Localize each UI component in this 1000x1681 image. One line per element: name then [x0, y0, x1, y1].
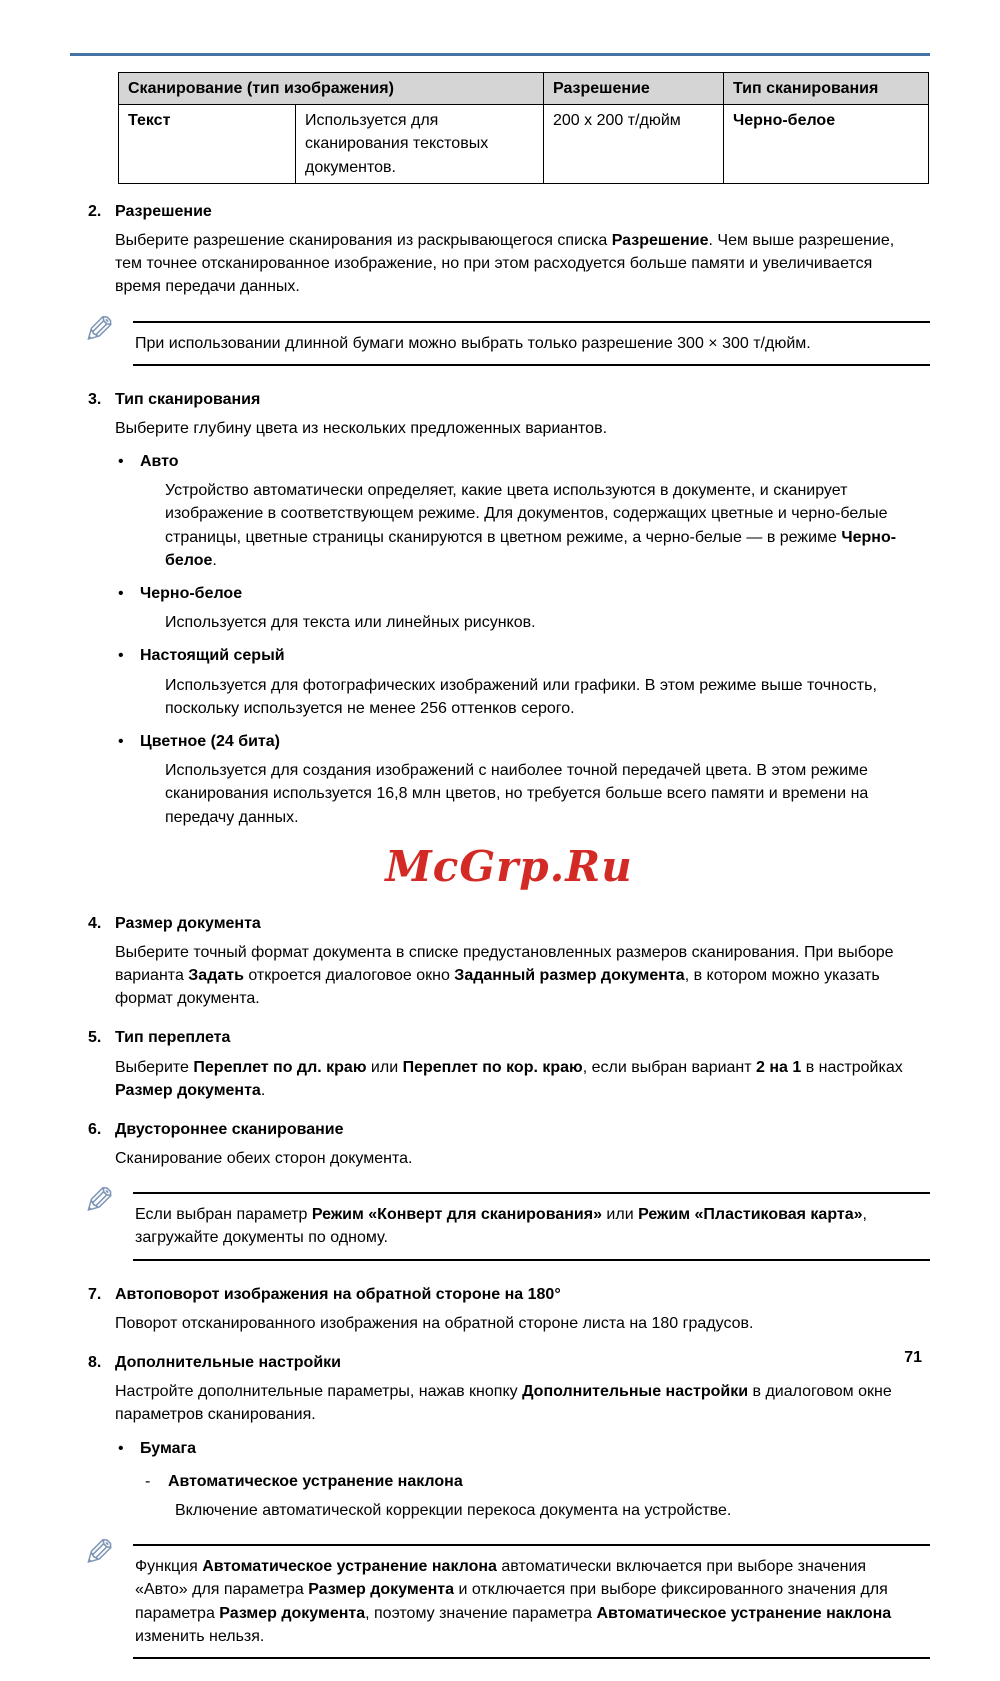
cell-scan-type: Черно-белое — [724, 105, 929, 184]
table-header-resolution: Разрешение — [544, 73, 724, 105]
section-title: Разрешение — [115, 202, 212, 220]
pencil-icon: ✎ — [83, 1179, 115, 1224]
bullet-auto — [118, 450, 930, 473]
note-long-paper-text: При использовании длинной бумаги можно выбрать только разрешение 300 × 300 т/дюйм. — [135, 334, 811, 352]
section-resolution-body: Выберите разрешение сканирования из раскрывающегося списка Разрешение. Чем выше разрешение, тем точнее отсканированное изображение, но при этом расходуется больше памяти и увеличивается время передачи данных. — [115, 231, 895, 296]
table-header-scan-image-type: Сканирование (тип изображения) — [119, 73, 544, 105]
pencil-icon: ✎ — [83, 307, 115, 352]
section-title: Двустороннее сканирование — [115, 1120, 344, 1138]
page-content — [83, 72, 930, 1681]
watermark: McGrp.Ru — [385, 841, 633, 891]
section-number: 3. — [88, 390, 102, 408]
cell-type: Текст — [119, 105, 296, 184]
section-scan-type-heading — [88, 388, 930, 411]
section-advanced-heading — [88, 1351, 930, 1374]
note-long-paper — [83, 307, 930, 366]
bullet-icon: • — [118, 1439, 124, 1457]
dash-term: Автоматическое устранение наклона — [168, 1472, 463, 1490]
section-duplex-body: Сканирование обеих сторон документа. — [115, 1150, 413, 1168]
section-duplex — [88, 1118, 930, 1170]
section-auto-rotate-heading — [88, 1283, 930, 1306]
bullet-true-gray — [118, 644, 930, 667]
dash-item-auto-deskew-desc: Включение автоматической коррекции перекоса документа на устройстве. — [175, 1501, 732, 1519]
section-doc-size-body: Выберите точный формат документа в списке предустановленных размеров сканирования. При выборе варианта Задать откроется диалоговое окно Заданный размер документа, в котором можно указать формат документа. — [115, 943, 894, 1008]
section-doc-size — [88, 912, 930, 1011]
bullet-icon: • — [118, 647, 124, 665]
section-advanced-body: Настройте дополнительные параметры, нажав кнопку Дополнительные настройки в диалоговом окне параметров сканирования. — [115, 1383, 892, 1424]
bullet-bw — [118, 582, 930, 605]
bullet-term: Цветное (24 бита) — [140, 732, 280, 750]
table-header-row — [119, 73, 929, 105]
section-binding — [88, 1026, 930, 1102]
section-advanced — [88, 1351, 930, 1522]
bullet-icon: • — [118, 453, 124, 471]
section-title: Размер документа — [115, 914, 261, 932]
section-number: 8. — [88, 1354, 102, 1372]
page-number: 71 — [904, 1349, 922, 1366]
section-binding-heading — [88, 1026, 930, 1049]
dash-item-auto-deskew — [145, 1470, 930, 1493]
section-number: 7. — [88, 1285, 102, 1303]
section-number: 6. — [88, 1120, 102, 1138]
section-scan-type-body: Выберите глубину цвета из нескольких предложенных вариантов. — [115, 419, 608, 437]
bullet-term: Бумага — [140, 1439, 197, 1457]
bullet-color-24bit-desc: Используется для создания изображений с наиболее точной передачей цвета. В этом режиме сканирования используется 16,8 млн цветов, но требуется больше всего памяти и времени на передачу данных. — [165, 762, 869, 826]
note-auto-deskew-text: Функция Автоматическое устранение наклона автоматически включается при выборе значения «Авто» для параметра Размер документа и отключается при выборе фиксированного значения для параметра Размер документа, поэтому значение параметра Автоматическое устранение наклона изменить нельзя. — [135, 1558, 892, 1645]
note-one-at-a-time-text: Если выбран параметр Режим «Конверт для сканирования» или Режим «Пластиковая карта», загружайте документы по одному. — [135, 1206, 867, 1247]
section-title: Дополнительные настройки — [115, 1354, 341, 1372]
note-auto-deskew — [83, 1531, 930, 1659]
section-number: 5. — [88, 1029, 102, 1047]
section-title: Тип переплета — [115, 1029, 231, 1047]
section-scan-type — [88, 388, 930, 829]
bullet-term: Авто — [140, 453, 179, 471]
scan-settings-table — [118, 72, 929, 184]
pencil-icon: ✎ — [83, 1531, 115, 1576]
section-doc-size-heading — [88, 912, 930, 935]
table-row — [119, 105, 929, 184]
bullet-term: Черно-белое — [140, 585, 243, 602]
section-title: Тип сканирования — [115, 390, 261, 408]
section-title: Автоповорот изображения на обратной стороне на 180° — [115, 1285, 561, 1303]
note-one-at-a-time — [83, 1179, 930, 1260]
bullet-color-24bit — [118, 730, 930, 753]
table-header-scan-type: Тип сканирования — [724, 73, 929, 105]
bullet-true-gray-desc: Используется для фотографических изображений или графики. В этом режиме выше точность, поскольку используется не менее 256 оттенков серого. — [165, 676, 877, 717]
bullet-paper — [118, 1437, 930, 1460]
bullet-icon: • — [118, 585, 124, 602]
bullet-bw-desc: Используется для текста или линейных рисунков. — [165, 614, 536, 632]
section-binding-body: Выберите Переплет по дл. краю или Переплет по кор. краю, если выбран вариант 2 на 1 в настройках Размер документа. — [115, 1058, 903, 1099]
section-number: 2. — [88, 202, 102, 220]
cell-resolution: 200 x 200 т/дюйм — [544, 105, 724, 184]
bullet-icon: • — [118, 732, 124, 750]
bullet-auto-desc: Устройство автоматически определяет, какие цвета используются в документе, и сканирует изображение в соответствующем режиме. Для документов, содержащих цветные и черно-белые страницы, цветные страницы сканируются в цветном режиме, а черно-белые — в режиме Черно-белое. — [165, 482, 897, 569]
section-duplex-heading — [88, 1118, 930, 1141]
section-resolution — [88, 200, 930, 299]
dash-icon: - — [145, 1472, 151, 1490]
bullet-term: Настоящий серый — [140, 647, 285, 665]
cell-description: Используется для сканирования текстовых документов. — [296, 105, 544, 184]
section-auto-rotate — [88, 1283, 930, 1335]
section-number: 4. — [88, 914, 102, 932]
section-auto-rotate-body: Поворот отсканированного изображения на обратной стороне листа на 180 градусов. — [115, 1314, 754, 1332]
top-rule — [70, 53, 930, 56]
section-resolution-heading — [88, 200, 930, 223]
